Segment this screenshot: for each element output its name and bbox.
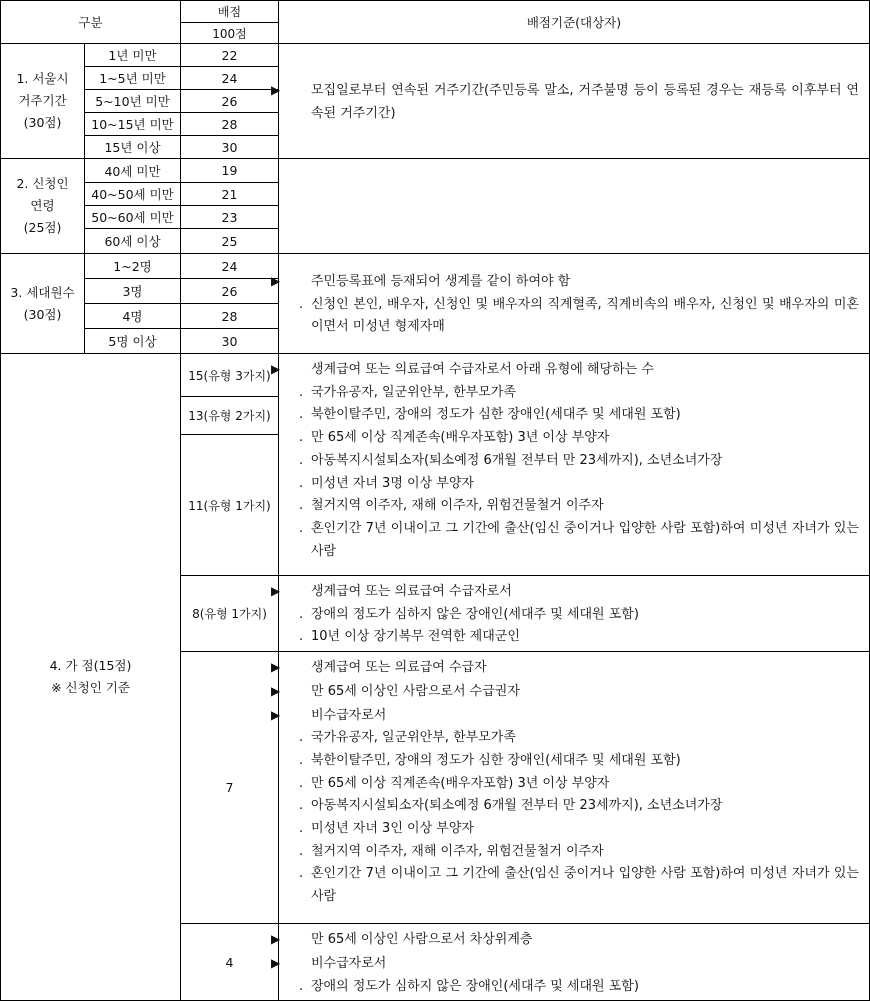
- bonus-group3-criteria: [279, 652, 870, 924]
- bonus-group1-main: 생계급여 또는 의료급여 수급자로서 아래 유형에 해당하는 수: [311, 362, 654, 377]
- residence-row-score: 30: [181, 136, 279, 159]
- arrow-bullet-icon: [291, 83, 311, 98]
- bonus-label-1: 4. 가 점(15점): [49, 658, 132, 674]
- age-row-label: 40세 미만: [85, 159, 181, 183]
- bonus-group2-main: 생계급여 또는 의료급여 수급자로서: [311, 584, 512, 599]
- age-row-label: 60세 이상: [85, 229, 181, 254]
- bonus-group3-main: 비수급자로서: [311, 707, 387, 723]
- bonus-group3-item: . 혼인기간 7년 이내이고 그 기간에 출산(임신 중이거나 입양한 사람 포함)하여 미성년 자녀가 있는 사람: [291, 863, 859, 908]
- age-row-score: 19: [181, 159, 279, 183]
- residence-label-2: 거주기간: [18, 93, 67, 108]
- arrow-bullet-icon: [291, 584, 311, 599]
- bonus-group1-item: . 만 65세 이상 직계존속(배우자포함) 3년 이상 부양자: [291, 427, 859, 450]
- age-row-label: 50~60세 미만: [85, 206, 181, 229]
- household-criteria-main: 주민등록표에 등재되어 생계를 같이 하여야 함: [311, 273, 571, 289]
- age-row-score: 25: [181, 229, 279, 254]
- household-row-score: 24: [181, 254, 279, 279]
- residence-label-3: (30점): [23, 115, 62, 130]
- bonus-score-8: 8(유형 1가지): [181, 576, 279, 652]
- household-label-2: (30점): [23, 306, 62, 322]
- header-score: 배점: [181, 1, 279, 23]
- household-category: [1, 254, 85, 354]
- bonus-group4-main: 만 65세 이상인 사람으로서 차상위계층: [311, 932, 533, 948]
- bonus-group3-main: 생계급여 또는 의료급여 수급자: [311, 660, 487, 676]
- bonus-group4-item: . 장애의 정도가 심하지 않은 장애인(세대주 및 세대원 포함): [291, 976, 859, 999]
- bonus-group3-item: . 미성년 자녀 3인 이상 부양자: [291, 818, 859, 841]
- bonus-category: [1, 354, 181, 1001]
- residence-row-label: 1~5년 미만: [85, 67, 181, 90]
- header-score-total: 100점: [181, 23, 279, 44]
- bonus-group1-item: . 아동복지시설퇴소자(퇴소예정 6개월 전부터 만 23세까지), 소년소녀가장: [291, 450, 859, 473]
- age-label-2: 연령: [30, 198, 55, 213]
- age-category: [1, 159, 85, 254]
- bonus-group1-item: . 미성년 자녀 3명 이상 부양자: [291, 473, 859, 496]
- bonus-group3-item: . 만 65세 이상 직계존속(배우자포함) 3년 이상 부양자: [291, 773, 859, 796]
- residence-category: [1, 44, 85, 159]
- arrow-bullet-icon: [291, 932, 311, 947]
- bonus-group2-item: . 장애의 정도가 심하지 않은 장애인(세대주 및 세대원 포함): [291, 604, 859, 627]
- household-row-label: 4명: [85, 304, 181, 329]
- bonus-group3-item: . 북한이탈주민, 장애의 정도가 심한 장애인(세대주 및 세대원 포함): [291, 750, 859, 773]
- bonus-group3-item: . 국가유공자, 일군위안부, 한부모가족: [291, 727, 859, 750]
- bonus-group2-item: . 10년 이상 장기복무 전역한 제대군인: [291, 626, 859, 649]
- household-label-1: 3. 세대원수: [10, 284, 75, 300]
- residence-row-label: 15년 이상: [85, 136, 181, 159]
- bonus-group4-main: 비수급자로서: [311, 955, 387, 971]
- household-row-score: 28: [181, 304, 279, 329]
- header-category: 구분: [1, 1, 181, 44]
- household-row-label: 5명 이상: [85, 329, 181, 354]
- residence-row-score: 28: [181, 113, 279, 136]
- bonus-group1-item: . 북한이탈주민, 장애의 정도가 심한 장애인(세대주 및 세대원 포함): [291, 404, 859, 427]
- household-row-label: 1~2명: [85, 254, 181, 279]
- household-criteria: [279, 254, 870, 354]
- bonus-group1-criteria: [279, 354, 870, 576]
- arrow-bullet-icon: [291, 274, 311, 289]
- household-criteria-sub: . 신청인 본인, 배우자, 신청인 및 배우자의 직계혈족, 직계비속의 배우자, 신청인 및 배우자의 미혼이면서 미성년 형제자매: [291, 294, 859, 339]
- age-label-3: (25점): [23, 220, 62, 235]
- bonus-group1-item: . 혼인기간 7년 이내이고 그 기간에 출산(임신 중이거나 입양한 사람 포함)하여 미성년 자녀가 있는 사람: [291, 518, 859, 563]
- household-row-score: 26: [181, 279, 279, 304]
- residence-criteria-text: 모집일로부터 연속된 거주기간(주민등록 말소, 거주불명 등이 등록된 경우는 재등록 이후부터 연속된 거주기간): [311, 82, 859, 121]
- bonus-label-2: ※ 신청인 기준: [51, 680, 130, 696]
- arrow-bullet-icon: [291, 956, 311, 971]
- age-label-1: 2. 신청인: [16, 176, 69, 191]
- arrow-bullet-icon: [291, 684, 311, 699]
- bonus-group3-main: 만 65세 이상인 사람으로서 수급권자: [311, 683, 520, 699]
- arrow-bullet-icon: [291, 708, 311, 723]
- age-criteria: [279, 159, 870, 254]
- bonus-score-4: 4: [181, 924, 279, 1001]
- household-row-score: 30: [181, 329, 279, 354]
- residence-row-score: 24: [181, 67, 279, 90]
- bonus-group4-criteria: [279, 924, 870, 1001]
- bonus-group3-item: . 아동복지시설퇴소자(퇴소예정 6개월 전부터 만 23세까지), 소년소녀가장: [291, 795, 859, 818]
- bonus-group3-item: . 철거지역 이주자, 재해 이주자, 위험건물철거 이주자: [291, 841, 859, 864]
- residence-row-score: 22: [181, 44, 279, 67]
- arrow-bullet-icon: [291, 362, 311, 377]
- residence-row-label: 1년 미만: [85, 44, 181, 67]
- residence-label-1: 1. 서울시: [16, 71, 69, 86]
- household-row-label: 3명: [85, 279, 181, 304]
- bonus-score-7: 7: [181, 652, 279, 924]
- bonus-score-13: 13(유형 2가지): [181, 397, 279, 435]
- age-row-score: 23: [181, 206, 279, 229]
- bonus-score-11: 11(유형 1가지): [181, 435, 279, 576]
- residence-row-label: 5~10년 미만: [85, 90, 181, 113]
- age-row-label: 40~50세 미만: [85, 183, 181, 206]
- arrow-bullet-icon: [291, 660, 311, 675]
- bonus-score-15: 15(유형 3가지): [181, 354, 279, 397]
- bonus-group2-criteria: [279, 576, 870, 652]
- bonus-group1-item: . 국가유공자, 일군위안부, 한부모가족: [291, 382, 859, 405]
- bonus-group1-item: . 철거지역 이주자, 재해 이주자, 위험건물철거 이주자: [291, 495, 859, 518]
- residence-row-score: 26: [181, 90, 279, 113]
- residence-row-label: 10~15년 미만: [85, 113, 181, 136]
- age-row-score: 21: [181, 183, 279, 206]
- header-criteria: 배점기준(대상자): [279, 1, 870, 44]
- residence-criteria: [279, 44, 870, 159]
